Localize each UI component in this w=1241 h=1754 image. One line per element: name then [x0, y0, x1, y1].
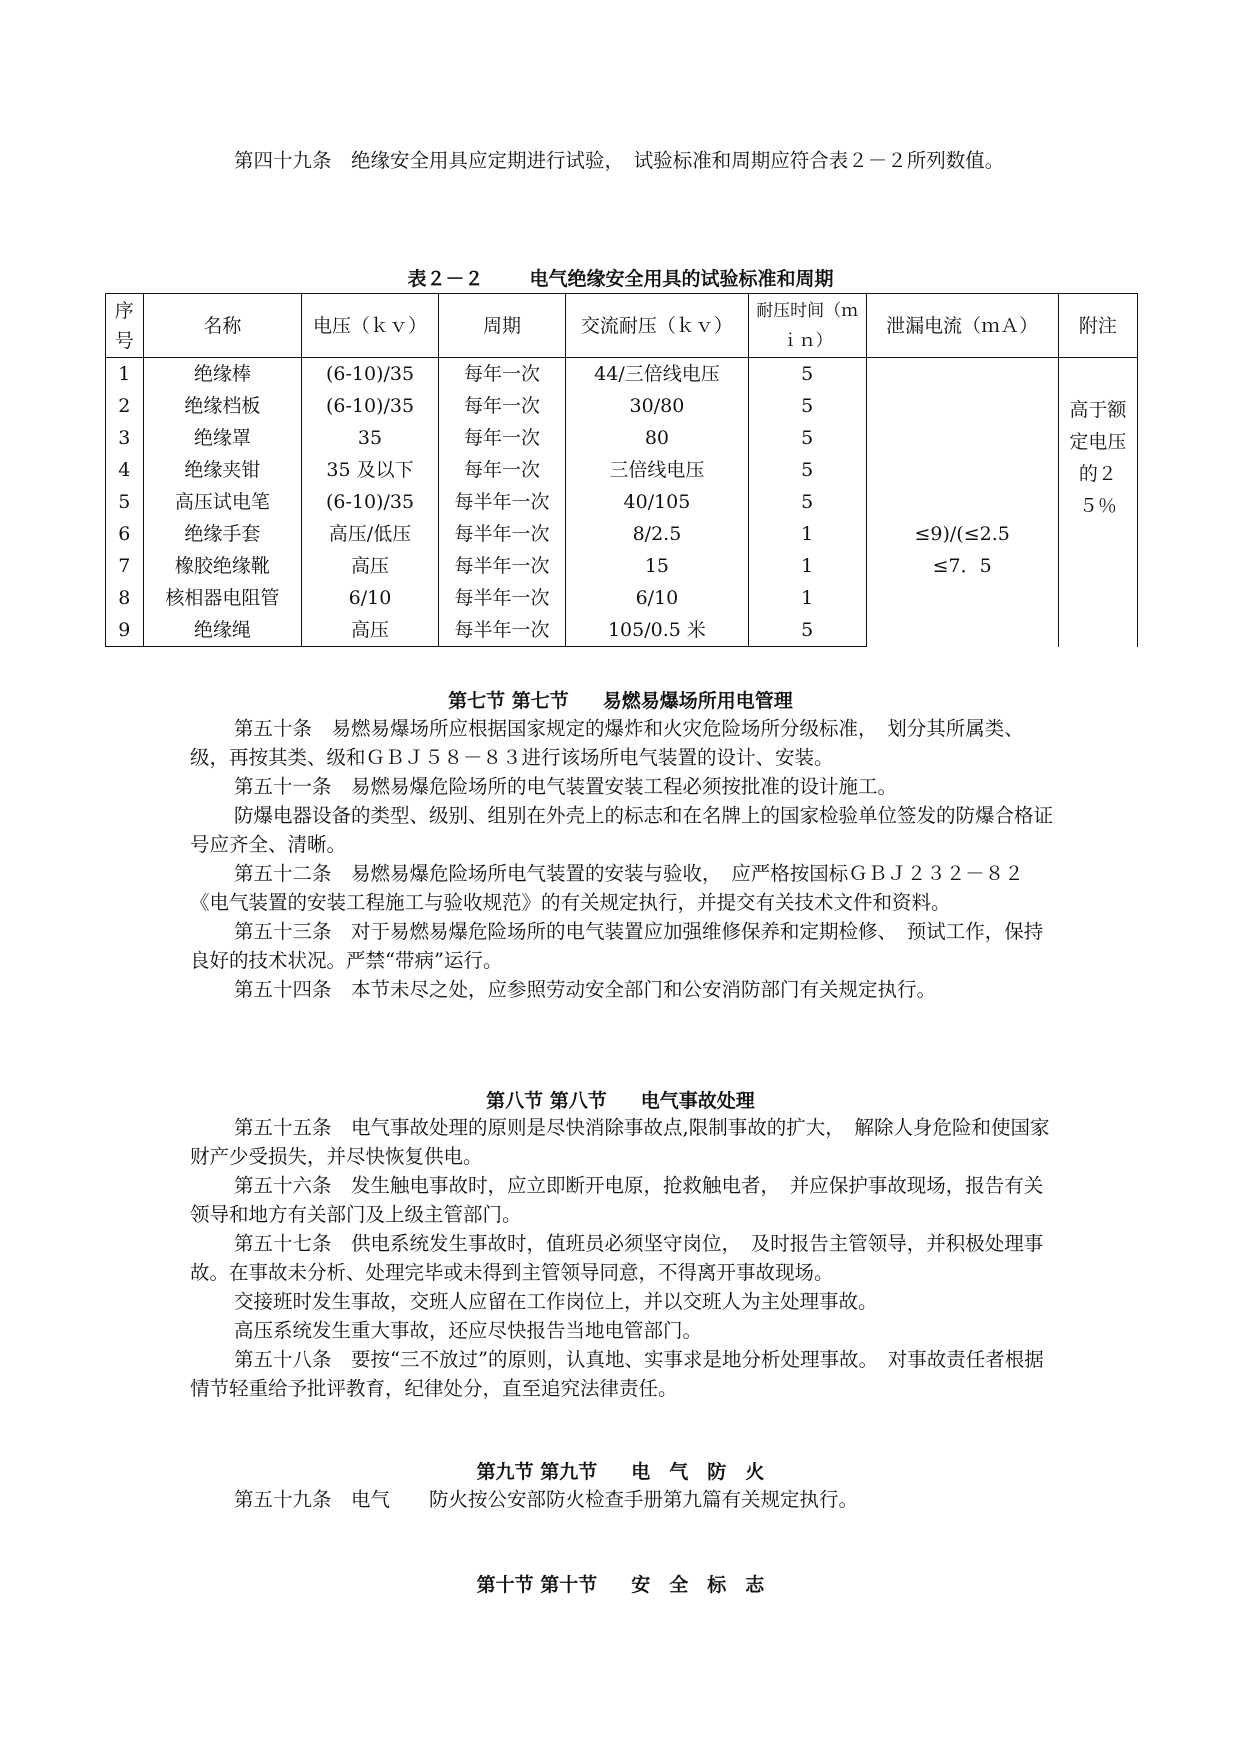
row-number: 7 [106, 550, 144, 582]
header-cell: 周期 [438, 294, 565, 358]
row-voltage: (6-10)/35 [302, 390, 439, 422]
section-title: 电气事故处理 [640, 1090, 755, 1112]
row-ac-withstand: 30/80 [566, 390, 749, 422]
row-number: 4 [106, 454, 144, 486]
row-number: 5 [106, 486, 144, 518]
header-cell: 耐压时间（ｍｉｎ） [748, 294, 866, 358]
section-heading [0, 1570, 1241, 1597]
section-paragraph: 第五十五条 电气事故处理的原则是尽快消除事故点,限制事故的扩大， 解除人身危险和使国家财产少受损失，并尽快恢复供电。 [190, 1116, 1050, 1168]
section-paragraph: 交接班时发生事故，交班人应留在工作岗位上，并以交班人为主处理事故。 [234, 1290, 878, 1313]
row-number: 6 [106, 518, 144, 550]
row-number: 1 [106, 358, 144, 391]
row-cycle: 每年一次 [438, 422, 565, 454]
section-paragraph: 高压系统发生重大事故，还应尽快报告当地电管部门。 [234, 1319, 703, 1342]
row-ac-withstand: 三倍线电压 [566, 454, 749, 486]
section-paragraph: 第五十七条 供电系统发生事故时，值班员必须坚守岗位， 及时报告主管领导，并积极处理事故。在事故未分析、处理完毕或未得到主管领导同意，不得离开事故现场。 [190, 1232, 1044, 1284]
section-paragraph: 第五十九条 电气 防火按公安部防火检查手册第九篇有关规定执行。 [234, 1488, 859, 1511]
header-cell: 交流耐压（ｋｖ） [566, 294, 749, 358]
section-body [190, 1485, 1060, 1514]
section-paragraph: 第五十三条 对于易燃易爆危险场所的电气装置应加强维修保养和定期检修、 预试工作，保持良好的技术状况。严禁“带病”运行。 [190, 920, 1044, 972]
row-name: 绝缘棒 [143, 358, 302, 391]
row-withstand-time: 5 [748, 614, 866, 647]
section-label: 第十节 第十节 [476, 1574, 598, 1596]
row-voltage: 高压 [302, 550, 439, 582]
leakage-current-value: ≤9)/(≤2.5 [914, 523, 1010, 545]
row-name: 绝缘档板 [143, 390, 302, 422]
row-cycle: 每半年一次 [438, 550, 565, 582]
section-paragraph: 第五十条 易燃易爆场所应根据国家规定的爆炸和火灾危险场所分级标准， 划分其所属类、级，再按其类、级和ＧＢＪ５８－８３进行该场所电气装置的设计、安装。 [190, 717, 1024, 769]
section-paragraph: 第五十一条 易燃易爆危险场所的电气装置安装工程必须按批准的设计施工。 [234, 775, 898, 798]
row-ac-withstand: 80 [566, 422, 749, 454]
leakage-current-cell [866, 358, 1058, 647]
section-paragraph: 防爆电器设备的类型、级别、组别在外壳上的标志和在名牌上的国家检验单位签发的防爆合格证号应齐全、清晰。 [190, 804, 1054, 856]
row-ac-withstand: 8/2.5 [566, 518, 749, 550]
header-cell: 附注 [1058, 294, 1137, 358]
header-cell: 名称 [143, 294, 302, 358]
row-cycle: 每年一次 [438, 454, 565, 486]
section-body [190, 1113, 1060, 1403]
table-caption [0, 264, 1241, 291]
row-withstand-time: 5 [748, 390, 866, 422]
section-body [190, 714, 1060, 1004]
row-name: 核相器电阻管 [143, 582, 302, 614]
row-withstand-time: 5 [748, 454, 866, 486]
section-title: 易燃易爆场所用电管理 [602, 690, 793, 712]
row-voltage: 6/10 [302, 582, 439, 614]
table-row [106, 358, 1138, 391]
row-number: 3 [106, 422, 144, 454]
table-caption-number: 表２－２ [407, 268, 484, 290]
section-paragraph: 第五十二条 易燃易爆危险场所电气装置的安装与验收， 应严格按国标ＧＢＪ２３２－８２《电气装置的安装工程施工与验收规范》的有关规定执行，并提交有关技术文件和资料。 [190, 862, 1024, 914]
section-heading [0, 686, 1241, 713]
section-heading [0, 1457, 1241, 1484]
row-name: 绝缘夹钳 [143, 454, 302, 486]
row-voltage: 高压 [302, 614, 439, 647]
row-number: 8 [106, 582, 144, 614]
row-voltage: 35 及以下 [302, 454, 439, 486]
row-cycle: 每半年一次 [438, 582, 565, 614]
section-label: 第八节 第八节 [486, 1090, 607, 1112]
row-cycle: 每年一次 [438, 390, 565, 422]
row-ac-withstand: 6/10 [566, 582, 749, 614]
header-cell: 电压（ｋｖ） [302, 294, 439, 358]
row-withstand-time: 5 [748, 486, 866, 518]
row-withstand-time: 1 [748, 518, 866, 550]
row-name: 绝缘绳 [143, 614, 302, 647]
row-voltage: 高压/低压 [302, 518, 439, 550]
row-cycle: 每半年一次 [438, 614, 565, 647]
row-ac-withstand: 44/三倍线电压 [566, 358, 749, 391]
header-cell: 泄漏电流（ｍＡ） [866, 294, 1058, 358]
section-paragraph: 第五十八条 要按“三不放过”的原则，认真地、实事求是地分析处理事故。 对事故责任者根据情节轻重给予批评教育，纪律处分，直至追究法律责任。 [190, 1348, 1044, 1400]
row-withstand-time: 1 [748, 550, 866, 582]
section-title: 安 全 标 志 [631, 1574, 765, 1596]
row-name: 橡胶绝缘靴 [143, 550, 302, 582]
row-number: 2 [106, 390, 144, 422]
row-voltage: (6-10)/35 [302, 486, 439, 518]
row-cycle: 每半年一次 [438, 486, 565, 518]
section-paragraph: 第五十四条 本节未尽之处，应参照劳动安全部门和公安消防部门有关规定执行。 [234, 978, 937, 1001]
row-ac-withstand: 105/0.5 米 [566, 614, 749, 647]
row-withstand-time: 5 [748, 358, 866, 391]
row-voltage: (6-10)/35 [302, 358, 439, 391]
leakage-current-value: ≤7．5 [932, 555, 992, 577]
row-ac-withstand: 15 [566, 550, 749, 582]
table-header-row [106, 294, 1138, 358]
row-ac-withstand: 40/105 [566, 486, 749, 518]
row-cycle: 每年一次 [438, 358, 565, 391]
section-label: 第七节 第七节 [448, 690, 569, 712]
row-number: 9 [106, 614, 144, 647]
row-cycle: 每半年一次 [438, 518, 565, 550]
test-standards-table [105, 293, 1138, 647]
section-label: 第九节 第九节 [476, 1461, 598, 1483]
row-name: 绝缘手套 [143, 518, 302, 550]
remark-cell [1058, 358, 1137, 647]
section-heading [0, 1086, 1241, 1113]
header-cell: 序号 [106, 294, 144, 358]
section-paragraph: 第五十六条 发生触电事故时，应立即断开电原，抢救触电者， 并应保护事故现场，报告有关领导和地方有关部门及上级主管部门。 [190, 1174, 1044, 1226]
row-withstand-time: 1 [748, 582, 866, 614]
row-withstand-time: 5 [748, 422, 866, 454]
row-name: 绝缘罩 [143, 422, 302, 454]
row-voltage: 35 [302, 422, 439, 454]
row-name: 高压试电笔 [143, 486, 302, 518]
remark-text: 高于额定电压的２５％ [1069, 399, 1127, 517]
intro-paragraph: 第四十九条 绝缘安全用具应定期进行试验， 试验标准和周期应符合表２－２所列数值。 [234, 149, 1005, 172]
table-caption-title: 电气绝缘安全用具的试验标准和周期 [529, 268, 834, 290]
section-title: 电 气 防 火 [631, 1461, 765, 1483]
